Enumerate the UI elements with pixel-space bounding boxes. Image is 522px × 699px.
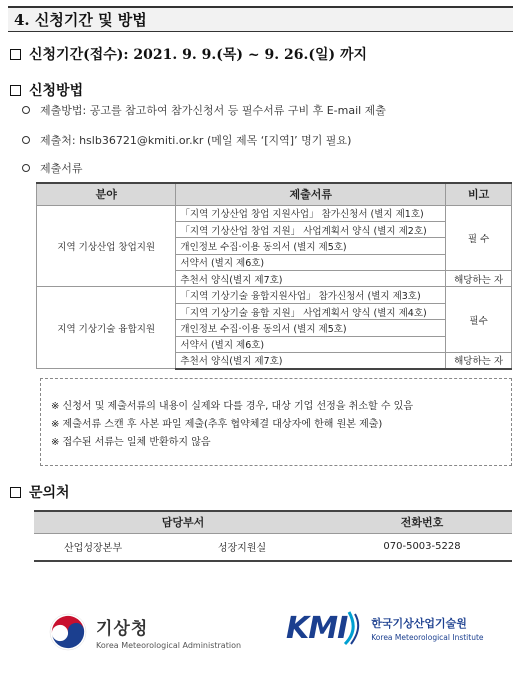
application-method-heading: [10, 80, 83, 100]
table-row: [34, 533, 512, 561]
documents-table: [36, 182, 512, 370]
kmi-swoosh-icon: [341, 608, 363, 648]
contact-heading: [10, 482, 70, 502]
doc-item: 개인정보 수집·이용 동의서 (별지 제5호): [176, 238, 446, 254]
contact-table-header: [34, 511, 512, 533]
kma-logo: [48, 612, 241, 652]
doc-item: 「지역 기상산업 창업 지원」 사업계획서 양식 (별지 제2호): [176, 221, 446, 237]
header-department: 담당부서: [34, 511, 332, 533]
kmi-letters: KMI: [286, 610, 348, 646]
table-row: [37, 287, 512, 303]
square-bullet-icon: [10, 85, 21, 96]
application-method-heading-text: 신청방법: [29, 83, 84, 99]
circle-bullet-icon: [22, 164, 30, 172]
kma-name-en: Korea Meteorological Administration: [96, 641, 242, 650]
note-line: ※ 제출서류 스캔 후 사본 파일 제출(추후 협약체결 대상자에 한해 원본 제출): [51, 419, 383, 430]
submission-documents: [22, 160, 83, 176]
doc-item: 「지역 기상기술 융합지원사업」 참가신청서 (별지 제3호): [176, 287, 446, 303]
circle-bullet-icon: [22, 106, 30, 114]
doc-item: 추천서 양식(별지 제7호): [176, 271, 446, 287]
header-documents: 제출서류: [176, 183, 446, 205]
contact-table: [34, 510, 512, 562]
kma-emblem-icon: [48, 612, 88, 652]
submission-address-text: 제출처: hslb36721@kmiti.or.kr (메일 제목 ‘[지역]’ 명기 필요): [40, 134, 352, 147]
kmi-name-ko: 한국기상산업기술원: [371, 616, 467, 630]
notes-box: [40, 378, 512, 466]
kma-name-ko: 기상청: [96, 619, 149, 639]
note-required: 필 수: [446, 205, 512, 271]
contact-dept: 성장지원실: [152, 533, 332, 561]
section-title-text: 4. 신청기간 및 방법: [14, 11, 147, 29]
field-convergence: 지역 기상기술 융합지원: [37, 287, 176, 369]
documents-table-header: [37, 183, 512, 205]
contact-heading-text: 문의처: [29, 485, 70, 501]
note-optional: 해당하는 자: [446, 353, 512, 369]
doc-item: 서약서 (별지 제6호): [176, 336, 446, 352]
contact-phone: 070-5003-5228: [332, 533, 512, 561]
table-row: [37, 205, 512, 221]
submission-method-text: 제출방법: 공고를 참고하여 참가신청서 등 필수서류 구비 후 E-mail 제출: [40, 104, 386, 117]
note-optional: 해당하는 자: [446, 271, 512, 287]
doc-item: 개인정보 수집·이용 동의서 (별지 제5호): [176, 320, 446, 336]
submission-documents-text: 제출서류: [40, 162, 83, 175]
doc-item: 서약서 (별지 제6호): [176, 254, 446, 270]
submission-method: [22, 102, 386, 118]
kmi-name-en: Korea Meteorological Institute: [371, 632, 484, 642]
header-phone: 전화번호: [332, 511, 512, 533]
square-bullet-icon: [10, 487, 21, 498]
circle-bullet-icon: [22, 136, 30, 144]
square-bullet-icon: [10, 49, 21, 60]
doc-item: 「지역 기상산업 창업 지원사업」 참가신청서 (별지 제1호): [176, 205, 446, 221]
note-line: ※ 신청서 및 제출서류의 내용이 실제와 다를 경우, 대상 기업 선정을 취소할 수 있음: [51, 401, 414, 412]
doc-item: 추천서 양식(별지 제7호): [176, 353, 446, 369]
doc-item: 「지역 기상기술 융합 지원」 사업계획서 양식 (별지 제4호): [176, 303, 446, 319]
kmi-logo: [286, 608, 484, 648]
submission-address: [22, 132, 351, 148]
note-line: ※ 접수된 서류는 일체 반환하지 않음: [51, 437, 211, 448]
field-startup: 지역 기상산업 창업지원: [37, 205, 176, 287]
header-remarks: 비고: [446, 183, 512, 205]
application-period-text: 신청기간(접수): 2021. 9. 9.(목) ~ 9. 26.(일) 까지: [29, 47, 368, 63]
application-period: [10, 44, 367, 64]
note-required: 필수: [446, 287, 512, 353]
section-title: [8, 6, 513, 32]
contact-org: 산업성장본부: [34, 533, 152, 561]
header-field: 분야: [37, 183, 176, 205]
